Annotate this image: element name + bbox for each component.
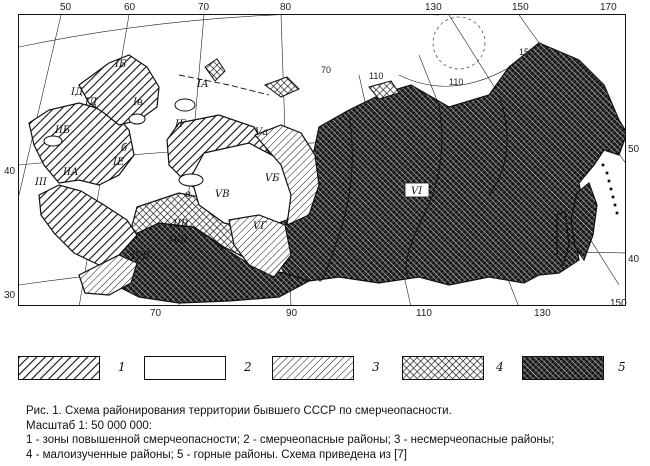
left-tick: 30 bbox=[4, 290, 16, 301]
left-tick: 40 bbox=[4, 166, 16, 177]
island-dot bbox=[602, 164, 605, 167]
region-label: IЕ bbox=[113, 157, 125, 168]
region-label: VВ bbox=[215, 189, 230, 200]
region-label: Vа bbox=[255, 127, 269, 138]
arctic-circle bbox=[433, 17, 485, 69]
legend-number: 1 bbox=[118, 360, 126, 374]
inner-tick: 70 bbox=[321, 65, 332, 75]
legend-swatch-mountain-region bbox=[522, 356, 604, 380]
region-label: IБ bbox=[115, 59, 127, 70]
gulf-water bbox=[44, 136, 62, 146]
inner-tick: 150 bbox=[519, 47, 535, 57]
figure-caption bbox=[26, 404, 636, 462]
right-tick: 40 bbox=[628, 254, 640, 265]
top-tick: 60 bbox=[124, 2, 136, 13]
region-label: IА bbox=[197, 79, 209, 90]
zoning-map bbox=[19, 15, 626, 306]
bottom-tick: 70 bbox=[150, 308, 162, 319]
island-dot bbox=[612, 196, 615, 199]
region-label: VБ bbox=[265, 173, 280, 184]
island-dot bbox=[616, 212, 619, 215]
bottom-tick: 130 bbox=[534, 308, 551, 319]
region-label: Iв bbox=[133, 97, 143, 108]
region-label: IIА bbox=[63, 167, 79, 178]
bottom-tick: 90 bbox=[286, 308, 298, 319]
region-label: в bbox=[185, 189, 191, 200]
ladoga-lake bbox=[129, 114, 145, 124]
bottom-tick: 150 bbox=[610, 298, 627, 309]
top-tick: 50 bbox=[60, 2, 72, 13]
caption-legend-line: 1 - зоны повышенной смерчеопасности; 2 - смерчеопасные районы; 3 - несмерчеопасные районы; bbox=[26, 434, 555, 447]
onega-lake bbox=[175, 99, 195, 111]
island bbox=[265, 77, 299, 97]
island-dot bbox=[608, 180, 611, 183]
right-tick: 50 bbox=[628, 144, 640, 155]
legend-number: 5 bbox=[618, 360, 626, 374]
island-dot bbox=[610, 188, 613, 191]
caption-legend-line: 4 - малоизученные районы; 5 - горные районы. Схема приведена из [7] bbox=[26, 448, 407, 461]
top-tick: 170 bbox=[600, 2, 617, 13]
island-dot bbox=[606, 172, 609, 175]
aral-sea bbox=[179, 174, 203, 186]
top-tick: 80 bbox=[280, 2, 292, 13]
caption-title: Рис. 1. Схема районирования территории бывшего СССР по смерчеопасности. bbox=[26, 405, 452, 417]
inner-tick: 110 bbox=[369, 71, 384, 81]
region-label: IVВ bbox=[169, 235, 188, 246]
legend-swatch-hazard-zone bbox=[18, 356, 100, 380]
legend-swatch-non-hazard-region bbox=[272, 356, 354, 380]
legend-number: 3 bbox=[372, 360, 380, 374]
caption-scale: Масштаб 1: 50 000 000: bbox=[26, 419, 152, 432]
region-label: IVБ bbox=[131, 251, 150, 262]
region-label: IIВ bbox=[173, 219, 189, 230]
legend-number: 4 bbox=[496, 360, 504, 374]
island bbox=[205, 59, 225, 81]
inner-tick: 110 bbox=[449, 77, 464, 87]
region-label: IГ bbox=[175, 119, 186, 130]
top-tick: 130 bbox=[425, 2, 442, 13]
bottom-tick: 110 bbox=[416, 308, 432, 319]
legend-swatch-hazard-region bbox=[144, 356, 226, 380]
region-label: VI bbox=[411, 186, 423, 197]
island-dot bbox=[614, 204, 617, 207]
region-label: IД bbox=[85, 97, 98, 108]
top-tick: 150 bbox=[512, 2, 529, 13]
parallel-line bbox=[19, 15, 439, 47]
region-label: VГ bbox=[253, 221, 267, 232]
legend-number: 2 bbox=[244, 360, 252, 374]
border-line bbox=[179, 75, 269, 95]
top-tick: 70 bbox=[198, 2, 210, 13]
region-label: III bbox=[35, 177, 47, 188]
map-frame bbox=[18, 14, 626, 306]
region-label: IД bbox=[71, 87, 84, 98]
kuril-islands bbox=[602, 164, 619, 215]
region-label: б bbox=[121, 143, 128, 154]
region-label: IIБ bbox=[55, 125, 71, 136]
legend bbox=[18, 356, 630, 384]
legend-swatch-understudied-region bbox=[402, 356, 484, 380]
territory bbox=[29, 43, 626, 303]
